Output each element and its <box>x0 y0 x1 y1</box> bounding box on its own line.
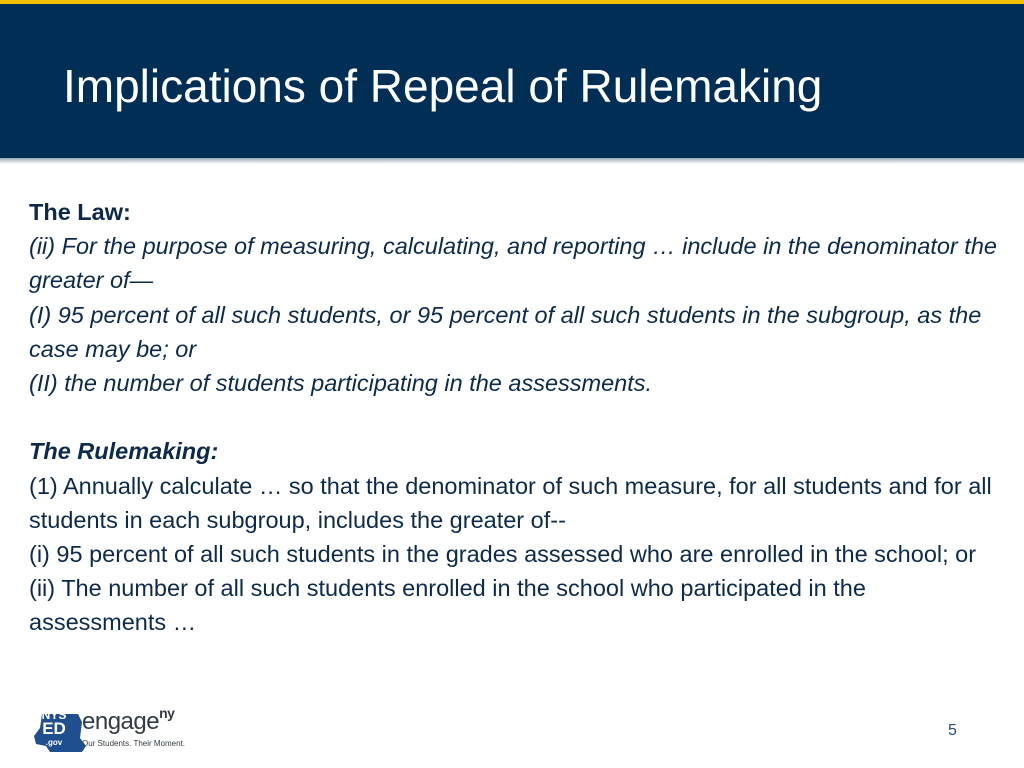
engage-text: engage <box>82 708 160 735</box>
engage-wordmark <box>82 705 175 736</box>
law-line-II: (II) the number of students participating in the assessments. <box>29 370 653 397</box>
rulemaking-line-1: (1) Annually calculate … so that the denominator of such measure, for all students and for all students in each subgroup, includes the greater of-- <box>29 472 992 533</box>
rulemaking-line-ii: (ii) The number of all such students enrolled in the school who participated in the assessments … <box>29 575 866 636</box>
nysed-bot-text: .gov <box>45 738 63 747</box>
engage-ny-text: ny <box>159 705 175 721</box>
logo-tagline: Our Students. Their Moment. <box>82 739 186 748</box>
law-heading: The Law: <box>29 199 131 225</box>
slide-header <box>0 4 1024 158</box>
rulemaking-line-i: (i) 95 percent of all such students in the grades assessed who are enrolled in the school; or <box>29 541 977 568</box>
nysed-wordmark <box>34 708 74 750</box>
nysed-mid-text: ED <box>42 719 66 738</box>
nysed-top-text: NYS <box>41 708 67 722</box>
page-number: 5 <box>948 722 957 739</box>
header-divider <box>0 158 1024 164</box>
law-line-I: (I) 95 percent of all such students, or 95 percent of all such students in the subgroup, as the case may be; or <box>29 301 982 362</box>
engageny-logo <box>20 706 200 758</box>
slide-body <box>29 195 1004 640</box>
rulemaking-heading: The Rulemaking: <box>29 438 219 465</box>
slide-title: Implications of Repeal of Rulemaking <box>63 60 823 112</box>
spacer <box>29 400 1004 434</box>
law-line-ii: (ii) For the purpose of measuring, calculating, and reporting … include in the denominator the greater of— <box>29 233 997 294</box>
